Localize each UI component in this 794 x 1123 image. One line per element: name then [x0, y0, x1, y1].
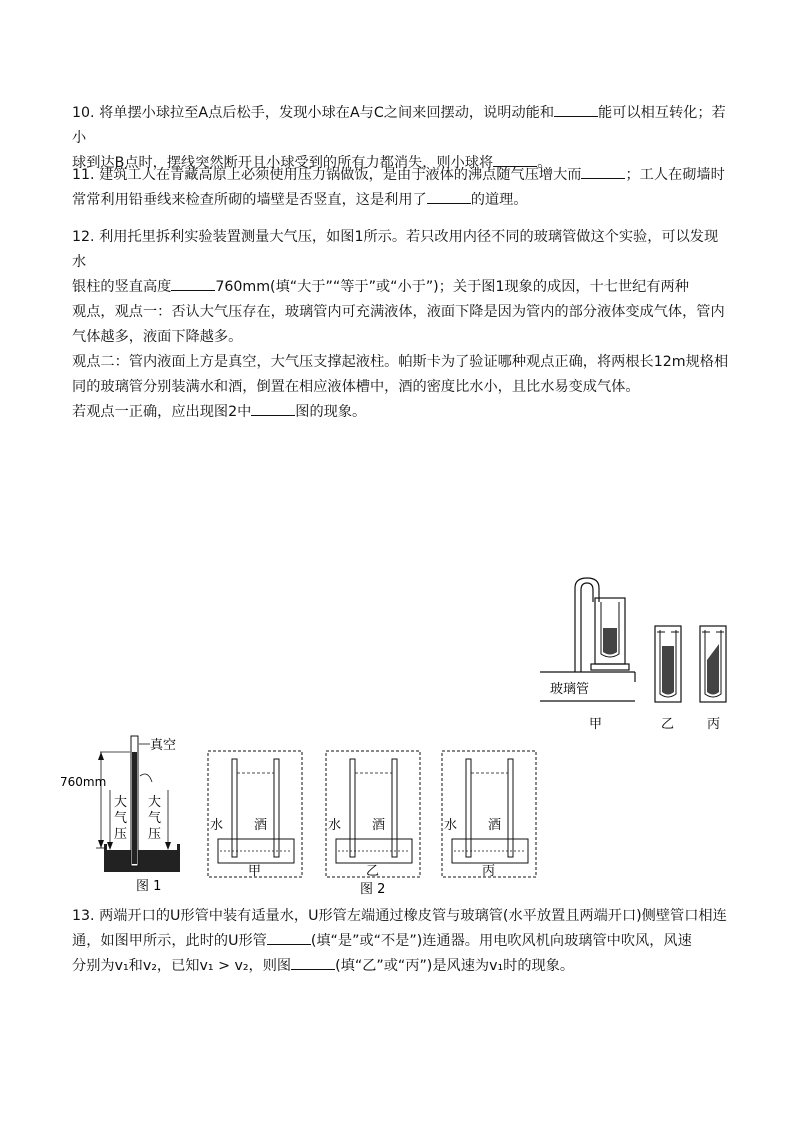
answer-blank[interactable]: [171, 277, 215, 291]
atm-right-char: 大: [148, 795, 162, 810]
figure-utube: [535, 570, 765, 735]
height-760mm-label: 760mm: [60, 775, 107, 789]
glass-tube-label: 玻璃管: [550, 682, 590, 697]
answer-blank[interactable]: [427, 190, 471, 204]
atm-right-char: 压: [148, 827, 162, 842]
answer-blank[interactable]: [554, 103, 598, 117]
atm-left-char: 气: [114, 811, 128, 826]
question-11: 11. 建筑工人在青藏高原上必须使用压力锅做饭，是由于液体的沸点随气压增大而 ；工人在砌墙时 常常利用铅垂线来检查所砌的墙壁是否竖直，这是利用了 的道理。: [72, 167, 725, 208]
panel-label: 甲: [248, 864, 262, 879]
answer-blank[interactable]: [267, 931, 311, 945]
wine-label: 酒: [372, 818, 386, 833]
question-12: 12. 利用托里拆利实验装置测量大气压，如图1所示。若只改用内径不同的玻璃管做这个实验，可以发现水 银柱的竖直高度 760mm(填“大于”“等于”或“小于”)；关于图1现象的成因，十七世纪有两种 观点，观点一：否认大气压存在，玻璃管内可充满液体，液面下降是因为管内的部分液体变成气体，管内 气体越多，液面下降越多。 观点二：管内液面上方是真空，大气压支撑起液柱。帕斯卡为了验证哪种观点正确，将两根长12m规格相 同的玻璃管分别装满水和酒，倒置在相应液体槽中，酒的密度比水小，且比水易变成气体。 若观点一正确，应出现图2中 图的现象。: [72, 229, 729, 420]
figure-1-torricelli: [60, 730, 190, 895]
wine-label: 酒: [488, 818, 502, 833]
panel-jia: [208, 751, 302, 879]
answer-blank[interactable]: [581, 165, 625, 179]
water-label: 水: [210, 818, 224, 833]
panel-label: 乙: [366, 864, 380, 879]
panel-label-jia: 甲: [589, 717, 603, 732]
figure-1-caption: 图 1: [136, 879, 162, 894]
figure-2-caption: 图 2: [360, 882, 386, 895]
panel-label-yi: 乙: [661, 717, 675, 732]
panel-label-bing: 丙: [707, 717, 721, 732]
atm-left-char: 大: [114, 795, 128, 810]
panel-bing: [442, 751, 536, 879]
atm-left-char: 压: [114, 827, 128, 842]
question-10: 10. 将单摆小球拉至A点后松手，发现小球在A与C之间来回摆动，说明动能和 能可以相互转化；若小 球到达B点时，摆线突然断开且小球受到的所有力都消失，则小球将 。: [72, 105, 726, 171]
answer-blank[interactable]: [291, 956, 335, 970]
figure-2-pascal: [200, 745, 545, 895]
panel-label: 丙: [482, 864, 496, 879]
atm-right-char: 气: [148, 811, 162, 826]
wine-label: 酒: [254, 818, 268, 833]
panel-yi: [326, 751, 420, 879]
question-13: 13. 两端开口的U形管中装有适量水，U形管左端通过橡皮管与玻璃管(水平放置且两端开口)侧壁管口相连 通，如图甲所示，此时的U形管 (填“是”或“不是”)连通器。用电吹风机向玻璃管中吹风，风速 分别为v₁和v₂，已知v₁ > v₂，则图 (填“乙”或“丙”)是风速为v₁时的现象。: [72, 908, 727, 974]
water-label: 水: [328, 818, 342, 833]
answer-blank[interactable]: [251, 402, 295, 416]
vacuum-label: 真空: [150, 738, 177, 753]
water-label: 水: [444, 818, 458, 833]
